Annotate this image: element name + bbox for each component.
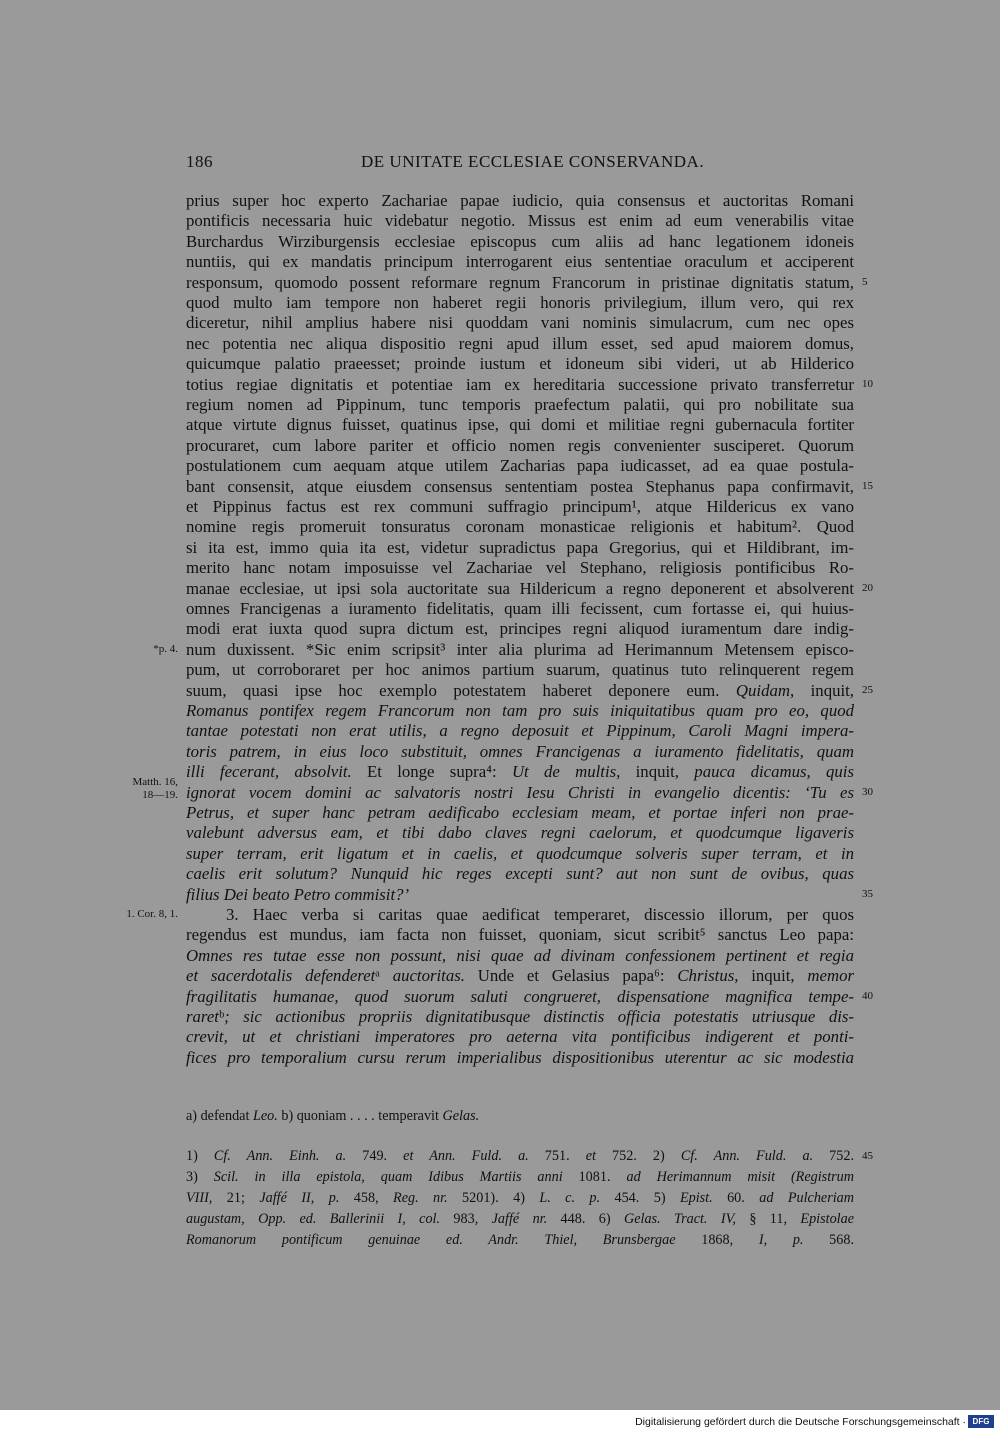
text-line: crevit, ut et christiani imperatores pro aeterna vita pontificibus indigerent et ponti-	[186, 1027, 854, 1047]
text-line: nomine regis promeruit tonsuratus coronam monasticae religionis et habitum². Quod	[186, 517, 854, 537]
funding-text: Digitalisierung gefördert durch die Deutsche Forschungsgemeinschaft ·	[635, 1416, 966, 1428]
text-line: tantae potestati non erat utilis, a regno deposuit et Pippinum, Caroli Magni impera-	[186, 721, 854, 741]
text-line: si ita est, immo quia ita est, videtur supradictus papa Gregorius, qui et Hildibrant, im-	[186, 537, 854, 557]
text-line: procuraret, cum labore pariter et officio nomen regis convenienter susciperet. Quorum	[186, 435, 854, 455]
footnote-line: Romanorum pontificum genuinae ed. Andr. Thiel, Brunsbergae 1868, I, p. 568.	[186, 1232, 854, 1248]
margin-note: 1. Cor. 8, 1.	[126, 908, 178, 920]
text-line: pontificis necessaria huic videbatur negotio. Missus est enim ad eum venerabilis vitae	[186, 211, 854, 231]
text-line: Petrus, et super hanc petram aedificabo ecclesiam meam, et portae inferi non prae-	[186, 803, 854, 822]
line-number: 15	[862, 479, 873, 492]
text-line: totius regiae dignitatis et potentiae iam ex hereditaria successione privato transferretur	[186, 374, 854, 394]
text-line: suum, quasi ipse hoc exemplo potestatem haberet deponere eum. Quidam, inquit,	[186, 680, 854, 700]
line-number: 10	[862, 377, 873, 390]
text-line: regendus est mundus, iam facta non fuisset, quoniam, sicut scribit⁵ sanctus Leo papa:	[186, 925, 854, 945]
text-line: modi erat iuxta quod supra dictum est, principes regni aliquod iuramentum dare indig-	[186, 619, 854, 639]
text-line: et sacerdotalis defenderetᵃ auctoritas. Unde et Gelasius papa⁶: Christus, inquit, memor	[186, 966, 854, 986]
text-line: postulationem cum aequam atque utilem Zacharias papa iudicasset, ad ea quae postula-	[186, 456, 854, 476]
footnote-line: 3) Scil. in illa epistola, quam Idibus Martiis anni 1081. ad Herimannum misit (Registrum	[186, 1169, 854, 1185]
text-line: merito hanc notam imposuisse vel Zachariae vel Stephano, religiosis pontificibus Ro-	[186, 558, 854, 578]
text-line: diceretur, nihil amplius habere nisi quoddam vani nominis simulacrum, cum nec opes	[186, 313, 854, 333]
text-line: et Pippinus factus est rex communi suffragio principum¹, atque Hildericus ex vano	[186, 497, 854, 516]
text-line: illi fecerant, absolvit. Et longe supra⁴: Ut de multis, inquit, pauca dicamus, quis	[186, 762, 854, 782]
text-line: atque virtute dignus fuisset, quatinus ipse, qui domi et militiae regni gubernacula fortiter	[186, 415, 854, 435]
footnote-line: 1) Cf. Ann. Einh. a. 749. et Ann. Fuld. a. 751. et 752. 2) Cf. Ann. Fuld. a. 752.	[186, 1148, 854, 1164]
footnote-line: VIII, 21; Jaffé II, p. 458, Reg. nr. 5201). 4) L. c. p. 454. 5) Epist. 60. ad Pulcheriam	[186, 1190, 854, 1206]
text-line: Omnes res tutae esse non possunt, nisi quae ad divinam confessionem pertinent et regia	[186, 945, 854, 965]
text-line: regium nomen ad Pippinum, tunc temporis praefectum palatii, qui pro nobilitate sua	[186, 395, 854, 414]
footnote-line: augustam, Opp. ed. Ballerinii I, col. 983, Jaffé nr. 448. 6) Gelas. Tract. IV, § 11, Epistolae	[186, 1211, 854, 1227]
text-line: quicumque palatio praeesset; proinde iustum et idoneum sibi videri, ut ab Hilderico	[186, 354, 854, 374]
line-number: 30	[862, 785, 873, 798]
page-number: 186	[186, 152, 213, 171]
text-line: super terram, erit ligatum et in caelis, et quodcumque solveris super terram, et in	[186, 843, 854, 863]
running-title: DE UNITATE ECCLESIAE CONSERVANDA.	[361, 152, 705, 171]
text-line: caelis erit solutum? Nunquid hic reges excepti sunt? aut non sunt de ovibus, quas	[186, 864, 854, 884]
margin-note: Matth. 16, 18—19.	[132, 775, 178, 801]
text-line: fices pro temporalium cursu rerum imperialibus dispositionibus uterentur ac sic modestia	[186, 1047, 854, 1067]
text-line: prius super hoc experto Zachariae papae iudicio, quia consensus et auctoritas Romani	[186, 191, 854, 210]
line-number: 45	[862, 1150, 873, 1162]
text-line: Burchardus Wirziburgensis ecclesiae episcopus cum aliis ad hanc legationem idoneis	[186, 231, 854, 251]
line-number: 40	[862, 989, 873, 1002]
text-line: fragilitatis humanae, quod suorum saluti congrueret, dispensatione magnifica tempe-	[186, 986, 854, 1006]
text-line: responsum, quomodo possent reformare regnum Francorum in pristinae dignitatis statum,	[186, 272, 854, 292]
variant-note: a) defendat Leo. b) quoniam . . . . temperavit Gelas.	[186, 1108, 480, 1124]
text-line: raretᵇ; sic actionibus propriis dignitatibusque distinctis officia potestatis utriusque dis-	[186, 1007, 854, 1026]
line-number: 35	[862, 887, 873, 900]
text-line: nuntiis, qui ex mandatis principum interrogarent eius sententiae oraculum et acciperent	[186, 252, 854, 272]
line-number: 25	[862, 683, 873, 696]
text-line: filius Dei beato Petro commisit?’	[186, 884, 410, 904]
text-line: quod multo iam tempore non haberet regii honoris privilegium, illum vero, qui rex	[186, 293, 854, 312]
line-number: 20	[862, 581, 873, 594]
text-line: pum, ut corroboraret per hoc animos partium suarum, quatinus tuto relinquerent regem	[186, 660, 854, 680]
line-number: 5	[862, 275, 868, 288]
text-line: Romanus pontifex regem Francorum non tam pro suis iniquitatibus quam pro eo, quod	[186, 701, 854, 720]
text-line: toris patrem, in eius loco substituit, omnes Francigenas a iuramento fidelitatis, quam	[186, 741, 854, 761]
margin-note: *p. 4.	[153, 642, 178, 655]
text-line: ignorat vocem domini ac salvatoris nostri Iesu Christi in evangelio dicentis: ‘Tu es	[186, 782, 854, 802]
funding-banner	[0, 1410, 1000, 1434]
text-line: manae ecclesiae, ut ipsi sola auctoritate sua Hildericum a regno deponerent et absolverent	[186, 578, 854, 598]
text-line: num duxissent. *Sic enim scripsit³ inter alia plurima ad Herimannum Metensem episco-	[186, 639, 854, 659]
dfg-logo: DFG	[968, 1415, 994, 1428]
text-line: bant consensit, atque eiusdem consensus sententiam postea Stephanus papa confirmavit,	[186, 476, 854, 496]
text-line: 3. Haec verba si caritas quae aedificat temperaret, discessio illorum, per quos	[226, 905, 854, 924]
text-line: valebunt adversus eam, et tibi dabo claves regni caelorum, et quodcumque ligaveris	[186, 823, 854, 843]
text-line: omnes Francigenas a iuramento fidelitatis, quam illi fecissent, cum fortasse ei, qui huius-	[186, 599, 854, 618]
text-line: nec potentia nec aliqua dispositio regni apud illum esset, sed apud maiorem domus,	[186, 333, 854, 353]
